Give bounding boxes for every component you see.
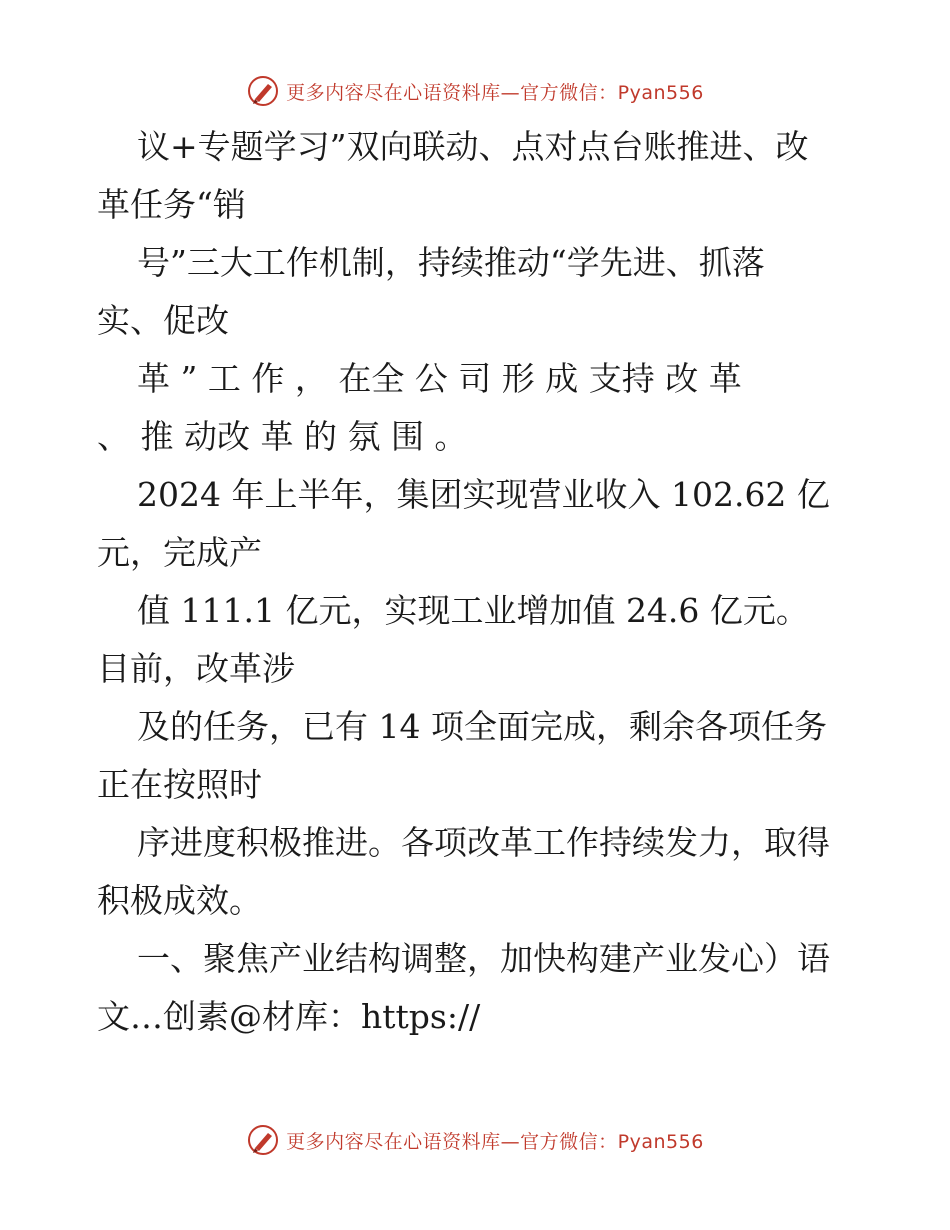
paragraph-line: 实、促改	[97, 301, 229, 340]
watermark-text	[286, 1127, 704, 1154]
watermark-site: 更多内容尽在心语资料库	[286, 1130, 501, 1153]
section-heading: 一、聚焦产业结构调整，加快构建产业发心）语	[137, 939, 830, 978]
footer-watermark	[0, 1120, 950, 1160]
paragraph-line: 号”三大工作机制，持续推动“学先进、抓落	[137, 243, 765, 282]
paragraph-line: 目前，改革涉	[97, 649, 295, 688]
watermark-wechat: 官方微信：Pyan556	[520, 81, 704, 104]
watermark-wechat: 官方微信：Pyan556	[520, 1130, 704, 1153]
watermark-site: 更多内容尽在心语资料库	[286, 81, 501, 104]
watermark-separator: —	[500, 81, 521, 104]
paragraph-line: 序进度积极推进。各项改革工作持续发力，取得	[137, 823, 830, 862]
header-watermark	[0, 71, 950, 111]
paragraph-line: 议+专题学习”双向联动、点对点台账推进、改	[137, 127, 809, 166]
paragraph-line: 值 111.1 亿元，实现工业增加值 24.6 亿元。	[137, 591, 809, 630]
paragraph-line: 正在按照时	[97, 765, 262, 804]
paragraph-line: 积极成效。	[97, 881, 262, 920]
pen-logo-icon	[246, 1123, 280, 1157]
pen-logo-icon	[246, 74, 280, 108]
watermark-text	[286, 78, 704, 105]
paragraph-line: 及的任务，已有 14 项全面完成，剩余各项任务	[137, 707, 827, 746]
paragraph-line: 文…创素@材库：https://	[97, 997, 481, 1036]
document-body	[97, 118, 857, 1046]
paragraph-line: 2024 年上半年，集团实现营业收入 102.62 亿	[137, 475, 830, 514]
paragraph-line: 、 推 动改 革 的 氛 围 。	[97, 417, 468, 456]
watermark-separator: —	[500, 1130, 521, 1153]
paragraph-line: 革 ” 工 作 ， 在全 公 司 形 成 支持 改 革	[137, 359, 742, 398]
paragraph-line: 元，完成产	[97, 533, 262, 572]
paragraph-line: 革任务“销	[97, 185, 246, 224]
